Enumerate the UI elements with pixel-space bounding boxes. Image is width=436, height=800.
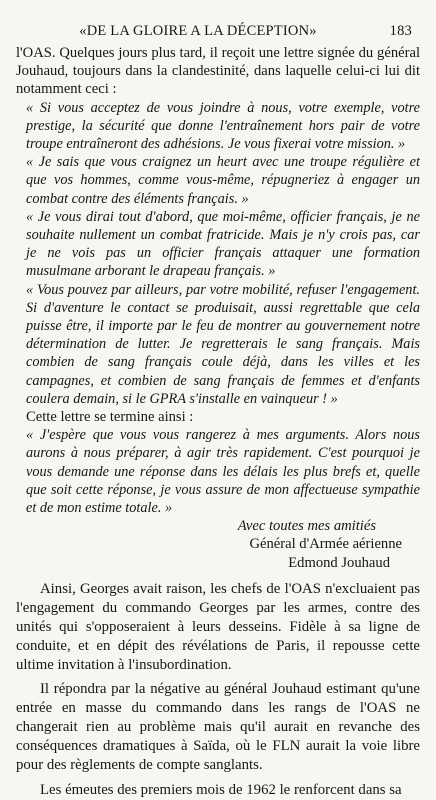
page-header (16, 18, 420, 44)
letter-quote-1: « Si vous acceptez de vous joindre à nous, votre exemple, votre prestige, la sécurité que donne l'entraînement hors pair de votre troupe entraîneront des adhésions. Je vous fixerai votre mission. » (26, 99, 420, 153)
signature-title: Général d'Armée aérienne (249, 536, 402, 553)
letter-quote-3: « Je vous dirai tout d'abord, que moi-même, officier français, je ne souhaite nullement un combat fratricide. Mais je n'y crois pas, car je ne vois pas un officier français attaquer une formation musulmane arborant le drapeau français. » (26, 208, 420, 280)
paragraph-1: Ainsi, Georges avait raison, les chefs de l'OAS n'excluaient pas l'engagement du commando Georges par les armes, contre des unités qui s'opposeraient à leurs desseins. Fidèle à sa ligne de conduite, et en dépit des révélations de Paris, il repousse cette ultime invitation à l'insubordination. (16, 580, 420, 673)
signature-name: Edmond Jouhaud (288, 554, 390, 571)
letter-quote-2: « Je sais que vous craignez un heurt avec une troupe régulière et que vos hommes, comme vous-même, répugneriez à engager un combat contre des éléments français. » (26, 154, 420, 207)
signature-greeting: Avec toutes mes amitiés (237, 518, 376, 535)
running-title: «DE LA GLOIRE A LA DÉCEPTION» (79, 23, 317, 39)
page-number: 183 (389, 23, 412, 39)
closing-intro: Cette lettre se termine ainsi : (26, 409, 194, 426)
intro-paragraph: l'OAS. Quelques jours plus tard, il reçoit une lettre signée du général Jouhaud, toujours dans la clandestinité, dans laquelle celui-ci lui dit notamment ceci : (16, 45, 420, 98)
page-body (16, 44, 420, 800)
paragraph-2: Il répondra par la négative au général Jouhaud estimant qu'une entrée en masse du commando dans les rangs de l'OAS ne changerait rien au problème mais qu'il aurait en revanche des conséquences dramatiques à Saïda, où le FLN aurait la voie libre pour des règlements de compte sanglants. (16, 681, 420, 774)
letter-quote-5: « J'espère que vous vous rangerez à mes arguments. Alors nous aurons à nous préparer, à agir très rapidement. C'est pourquoi je vous demande une réponse dans les délais les plus brefs et, quelle que soit cette réponse, je vous assure de mon affectueuse sympathie et de mon estime totale. » (26, 427, 420, 517)
paragraph-3: Les émeutes des premiers mois de 1962 le renforcent dans sa (40, 781, 402, 798)
letter-quote-4: « Vous pouvez par ailleurs, par votre mobilité, refuser l'engagement. Si d'aventure le contact se produisait, aussi regrettable que cela puisse être, il importe par le feu de montrer au gouvernement notre détermination de lutter. Je regretterais le sang français. Mais combien de sang français coule déjà, dans les villes et les campagnes, et combien de sang français de femmes et d'enfants coulera demain, si le GPRA s'installe en vainqueur ! » (26, 281, 420, 407)
